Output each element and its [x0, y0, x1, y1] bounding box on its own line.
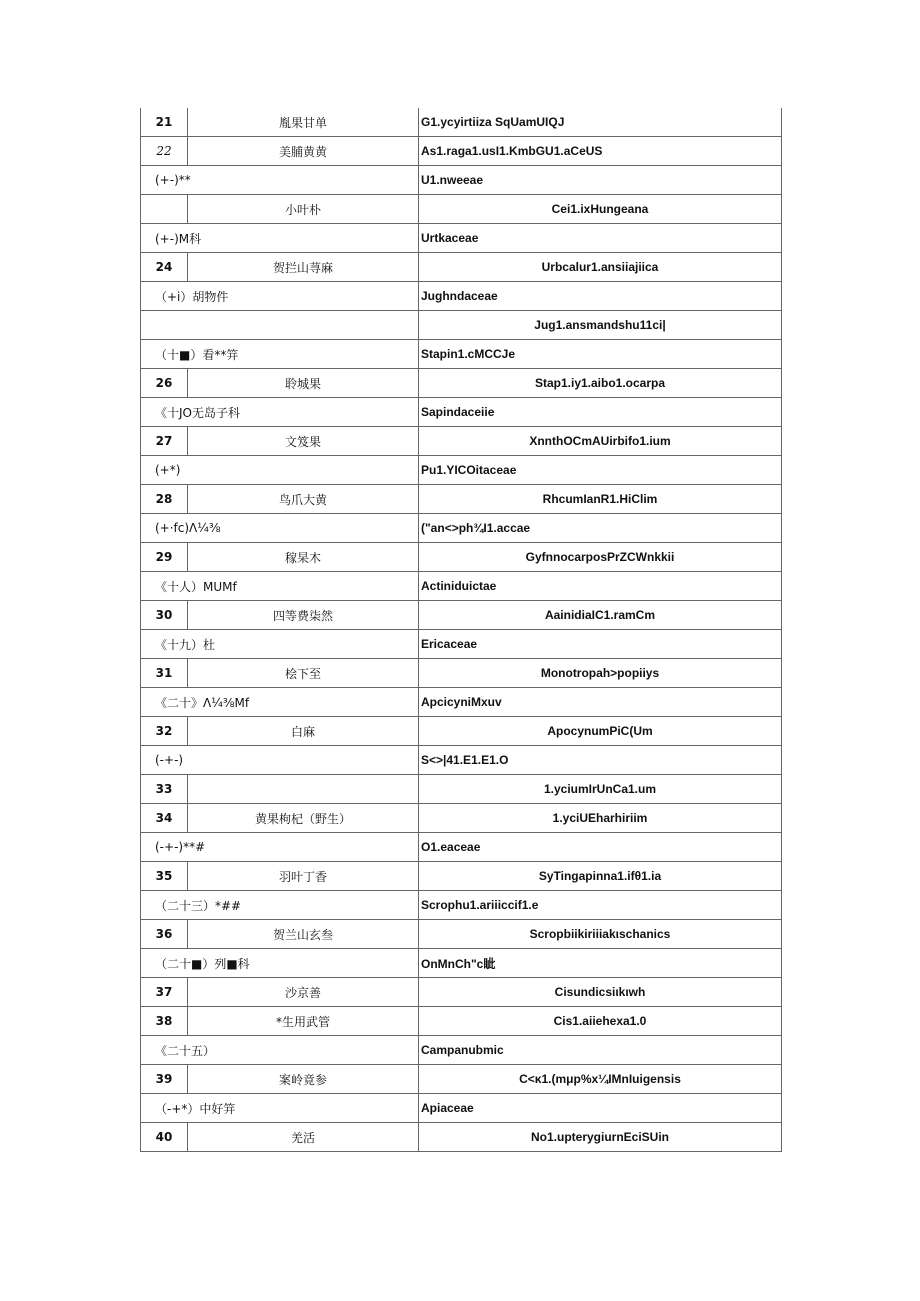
chinese-name: 羽叶丁香 [188, 862, 419, 891]
species-row [141, 862, 782, 891]
scientific-name: Urbcalur1.ansiiajiica [419, 253, 782, 282]
species-row [141, 601, 782, 630]
family-label: （二十三）*## [141, 891, 419, 920]
chinese-name: 稼杲木 [188, 543, 419, 572]
scientific-name: No1.upterygiurnEciSUin [419, 1123, 782, 1152]
scientific-name: OnMnCh"c眦 [419, 949, 782, 978]
scientific-name: O1.eaceae [419, 833, 782, 862]
scientific-name: Sapindaceiie [419, 398, 782, 427]
chinese-name: 鸟爪大黄 [188, 485, 419, 514]
chinese-name: 沙京善 [188, 978, 419, 1007]
family-label: （十■）看**笄 [141, 340, 419, 369]
scientific-name: 1.yciumIrUnCa1.um [419, 775, 782, 804]
row-number: 24 [141, 253, 188, 282]
species-row [141, 253, 782, 282]
species-table [140, 108, 782, 1152]
scientific-name: Jug1.ansmandshu11ci| [419, 311, 782, 340]
scientific-name: ("an<>ph¾I1.accae [419, 514, 782, 543]
species-row [141, 659, 782, 688]
family-row [141, 833, 782, 862]
scientific-name: Cisundicsiιkιwh [419, 978, 782, 1007]
family-label: 《十人）MUMf [141, 572, 419, 601]
family-row [141, 514, 782, 543]
species-row [141, 775, 782, 804]
chinese-name: 桧下至 [188, 659, 419, 688]
family-row [141, 166, 782, 195]
chinese-name: 羌活 [188, 1123, 419, 1152]
scientific-name: Monotropah>popiiys [419, 659, 782, 688]
chinese-name: 白麻 [188, 717, 419, 746]
species-row [141, 108, 782, 137]
scientific-name: As1.raga1.usI1.KmbGU1.aCeUS [419, 137, 782, 166]
family-label: (+*) [141, 456, 419, 485]
family-row [141, 224, 782, 253]
row-number: 29 [141, 543, 188, 572]
row-number: 28 [141, 485, 188, 514]
species-row [141, 543, 782, 572]
species-row [141, 1007, 782, 1036]
species-row [141, 485, 782, 514]
scientific-name: Stap1.iy1.aibo1.ocarpa [419, 369, 782, 398]
row-number: 27 [141, 427, 188, 456]
family-row [141, 1094, 782, 1123]
chinese-name: 案岭竟参 [188, 1065, 419, 1094]
family-label: (-+-) [141, 746, 419, 775]
species-row [141, 804, 782, 833]
species-row [141, 369, 782, 398]
scientific-name: S<>|41.E1.E1.O [419, 746, 782, 775]
row-number: 37 [141, 978, 188, 1007]
row-number: 36 [141, 920, 188, 949]
row-number: 34 [141, 804, 188, 833]
chinese-name [188, 775, 419, 804]
scientific-name: U1.nweeae [419, 166, 782, 195]
family-label: （二十■）列■科 [141, 949, 419, 978]
scientific-name: RhcumIanR1.HiClim [419, 485, 782, 514]
row-number: 38 [141, 1007, 188, 1036]
row-number: 32 [141, 717, 188, 746]
family-label: （-+*）中好笄 [141, 1094, 419, 1123]
chinese-name: *生用武管 [188, 1007, 419, 1036]
chinese-name: 四等费柒然 [188, 601, 419, 630]
family-row [141, 891, 782, 920]
species-row [141, 137, 782, 166]
row-number: 22 [141, 137, 188, 166]
row-number: 35 [141, 862, 188, 891]
family-row [141, 340, 782, 369]
scientific-name: Apiaceae [419, 1094, 782, 1123]
scientific-name: XnnthOCmAUirbifo1.ium [419, 427, 782, 456]
scientific-name: Scrophu1.ariiiccif1.e [419, 891, 782, 920]
scientific-name: 1.yciUEharhiriim [419, 804, 782, 833]
scientific-name: GyfnnocarposPrZCWnkkii [419, 543, 782, 572]
row-number: 21 [141, 108, 188, 137]
family-row [141, 311, 782, 340]
row-number: 39 [141, 1065, 188, 1094]
species-row [141, 1065, 782, 1094]
row-number: 31 [141, 659, 188, 688]
scientific-name: G1.ycyirtiiza SqUamUIQJ [419, 108, 782, 137]
species-row [141, 978, 782, 1007]
chinese-name: 胤果甘单 [188, 108, 419, 137]
species-row [141, 920, 782, 949]
scientific-name: Cis1.aiiehexa1.0 [419, 1007, 782, 1036]
row-number: 40 [141, 1123, 188, 1152]
scientific-name: ApcicyniMxuv [419, 688, 782, 717]
family-label [141, 311, 419, 340]
scientific-name: Jughndaceae [419, 282, 782, 311]
scientific-name: AainidiaIC1.ramCm [419, 601, 782, 630]
chinese-name: 贺拦山荨麻 [188, 253, 419, 282]
family-row [141, 1036, 782, 1065]
scientific-name: Stapin1.cMCCJe [419, 340, 782, 369]
family-row [141, 456, 782, 485]
species-row [141, 195, 782, 224]
species-row [141, 717, 782, 746]
family-label: 《十JO无岛子科 [141, 398, 419, 427]
row-number: 26 [141, 369, 188, 398]
row-number: 30 [141, 601, 188, 630]
family-row [141, 630, 782, 659]
row-number [141, 195, 188, 224]
table-body [141, 108, 782, 1152]
scientific-name: Cei1.ixHungeana [419, 195, 782, 224]
scientific-name: SyTingapinna1.ifθ1.ia [419, 862, 782, 891]
family-row [141, 398, 782, 427]
species-row [141, 1123, 782, 1152]
family-label: 《二十》Λ¼⅜Mf [141, 688, 419, 717]
family-label: (+-)** [141, 166, 419, 195]
chinese-name: 小叶朴 [188, 195, 419, 224]
family-row [141, 746, 782, 775]
chinese-name: 文笈果 [188, 427, 419, 456]
row-number: 33 [141, 775, 188, 804]
family-row [141, 688, 782, 717]
family-row [141, 282, 782, 311]
scientific-name: C<κ1.(mμp%x¼IMnIuigensis [419, 1065, 782, 1094]
scientific-name: Campanubmic [419, 1036, 782, 1065]
scientific-name: Pu1.YICOitaceae [419, 456, 782, 485]
family-label: (+·fc)Λ¼⅜ [141, 514, 419, 543]
scientific-name: Scropbiikiriiiakιschanics [419, 920, 782, 949]
family-label: 《二十五） [141, 1036, 419, 1065]
family-label: (+-)M科 [141, 224, 419, 253]
chinese-name: 聆城果 [188, 369, 419, 398]
chinese-name: 贺兰山玄叁 [188, 920, 419, 949]
family-label: 《十九）杜 [141, 630, 419, 659]
family-label: (-+-)**# [141, 833, 419, 862]
family-label: （+i）胡物件 [141, 282, 419, 311]
family-row [141, 572, 782, 601]
chinese-name: 黄果枸杞（野生） [188, 804, 419, 833]
species-row [141, 427, 782, 456]
scientific-name: Ericaceae [419, 630, 782, 659]
scientific-name: Urtkaceae [419, 224, 782, 253]
family-row [141, 949, 782, 978]
chinese-name: 美脯黄黄 [188, 137, 419, 166]
scientific-name: Actiniduictae [419, 572, 782, 601]
scientific-name: ApocynumPiC(Um [419, 717, 782, 746]
